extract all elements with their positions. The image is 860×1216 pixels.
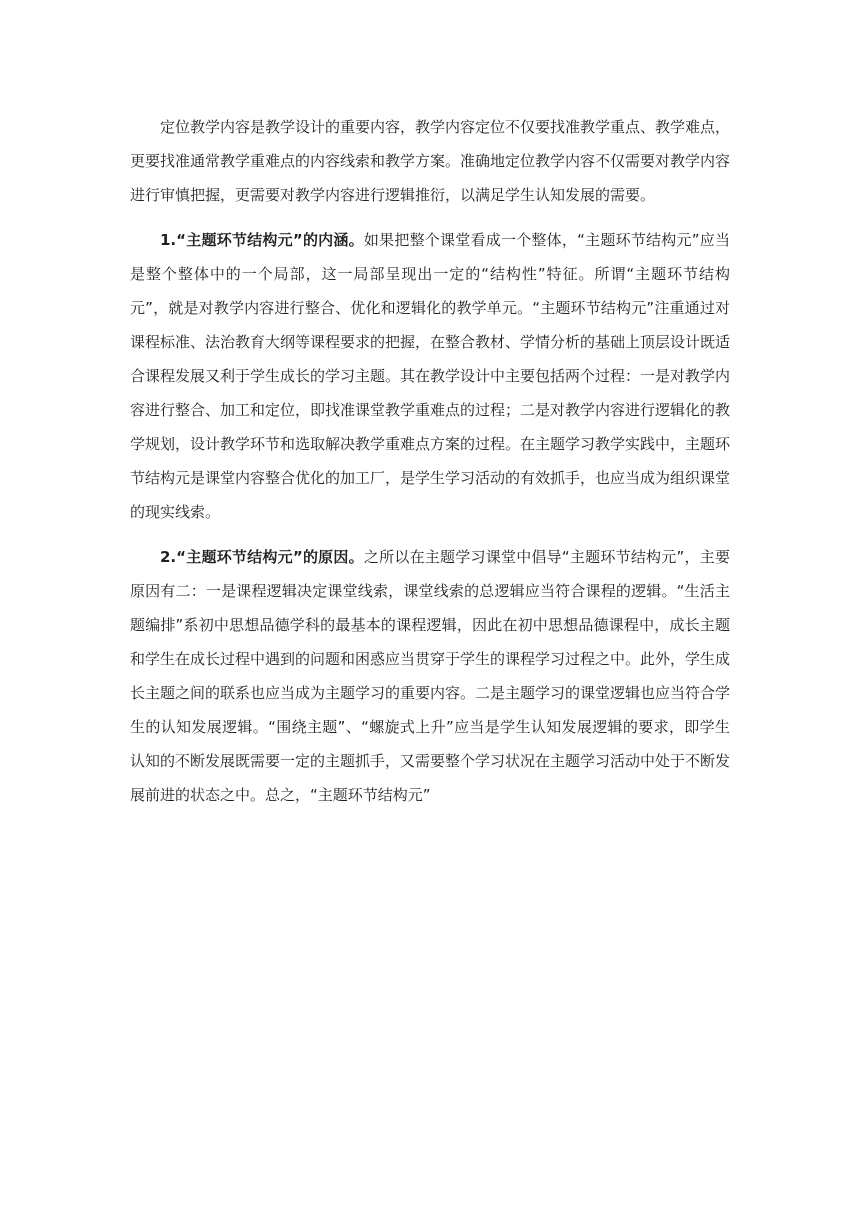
paragraph-intro-text: 定位教学内容是教学设计的重要内容，教学内容定位不仅要找准教学重点、教学难点，更要找准通常教学重难点的内容线索和教学方案。准确地定位教学内容不仅需要对教学内容进行审慎把握，更需要对教学内容进行逻辑推衍，以满足学生认知发展的需要。 — [130, 118, 731, 204]
paragraph-connotation — [130, 223, 730, 529]
paragraph-connotation-text: 如果把整个课堂看成一个整体，“主题环节结构元”应当是整个整体中的一个局部，这一局部呈现出一定的“结构性”特征。所谓“主题环节结构元”，就是对教学内容进行整合、优化和逻辑化的教学单元。“主题环节结构元”注重通过对课程标准、法治教育大纲等课程要求的把握，在整合教材、学情分析的基础上顶层设计既适合课程发展又利于学生成长的学习主题。其在教学设计中主要包括两个过程：一是对教学内容进行整合、加工和定位，即找准课堂教学重难点的过程；二是对教学内容进行逻辑化的教学规划，设计教学环节和选取解决教学重难点方案的过程。在主题学习教学实践中，主题环节结构元是课堂内容整合优化的加工厂，是学生学习活动的有效抓手，也应当成为组织课堂的现实线索。 — [130, 231, 731, 521]
paragraph-reasons — [130, 540, 730, 812]
paragraph-intro — [130, 110, 730, 212]
paragraph-reasons-text: 之所以在主题学习课堂中倡导“主题环节结构元”，主要原因有二：一是课程逻辑决定课堂线索，课堂线索的总逻辑应当符合课程的逻辑。“生活主题编排”系初中思想品德学科的最基本的课程逻辑，因此在初中思想品德课程中，成长主题和学生在成长过程中遇到的问题和困惑应当贯穿于学生的课程学习过程之中。此外，学生成长主题之间的联系也应当成为主题学习的重要内容。二是主题学习的课堂逻辑也应当符合学生的认知发展逻辑。“围绕主题”、“螺旋式上升”应当是学生认知发展逻辑的要求，即学生认知的不断发展既需要一定的主题抓手，又需要整个学习状况在主题学习活动中处于不断发展前进的状态之中。总之，“主题环节结构元” — [130, 548, 731, 804]
document-body — [130, 110, 730, 812]
paragraph-connotation-heading: 1.“主题环节结构元”的内涵。 — [160, 231, 364, 249]
paragraph-reasons-heading: 2.“主题环节结构元”的原因。 — [160, 548, 364, 566]
